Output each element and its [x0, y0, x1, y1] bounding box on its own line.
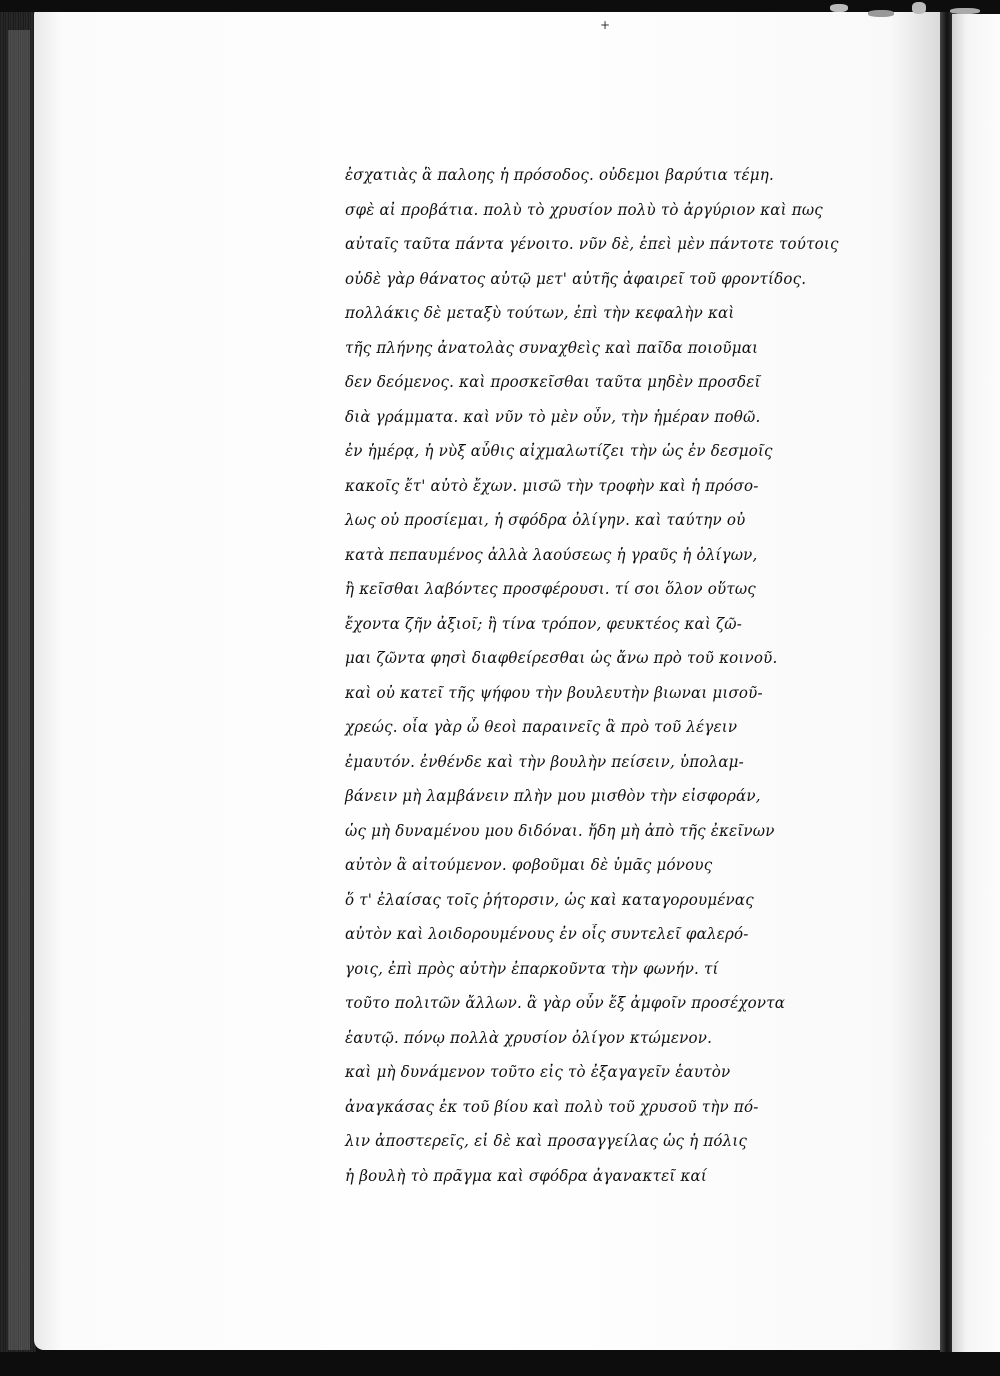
- manuscript-line: διὰ γράμματα. καὶ νῦν τὸ μὲν οὖν, τὴν ἡμέραν ποθῶ.: [345, 407, 761, 426]
- manuscript-line: λως οὐ προσίεμαι, ἡ σφόδρα ὀλίγην. καὶ ταύτην οὐ: [345, 511, 746, 529]
- manuscript-line: ἡ βουλὴ τὸ πρᾶγμα καὶ σφόδρα ἀγανακτεῖ καί: [345, 1166, 707, 1185]
- page-mark: +: [600, 18, 611, 32]
- manuscript-line: ἐσχατιὰς ἃ παλοης ἡ πρόσοδος. οὐδεμοι βαρύτια τέμη.: [345, 166, 774, 184]
- manuscript-line: ἐμαυτόν. ἐνθένδε καὶ τὴν βουλὴν πείσειν, ὑπολαμ-: [345, 752, 744, 771]
- manuscript-line: καὶ οὐ κατεῖ τῆς ψήφου τὴν βουλευτὴν βιωναι μισοῦ-: [345, 683, 763, 702]
- manuscript-line: ἑαυτῷ. πόνῳ πολλὰ χρυσίον ὀλίγον κτώμενον.: [345, 1028, 713, 1047]
- manuscript-line: ἐν ἡμέρᾳ, ἡ νὺξ αὖθις αἰχμαλωτίζει τὴν ὡς ἐν δεσμοῖς: [345, 442, 773, 460]
- manuscript-line: ἢ κεῖσθαι λαβόντες προσφέρουσι. τί σοι ὅλον οὕτως: [345, 580, 756, 598]
- manuscript-line: τοῦτο πολιτῶν ἄλλων. ἃ γὰρ οὖν ἔξ ἀμφοῖν προσέχοντα: [345, 994, 786, 1012]
- manuscript-line: πολλάκις δὲ μεταξὺ τούτων, ἐπὶ τὴν κεφαλὴν καὶ: [345, 304, 735, 322]
- manuscript-line: λιν ἀποστερεῖς, εἰ δὲ καὶ προσαγγείλας ὡς ἡ πόλις: [345, 1132, 748, 1150]
- manuscript-line: ἀναγκάσας ἐκ τοῦ βίου καὶ πολὺ τοῦ χρυσοῦ τὴν πό-: [345, 1097, 759, 1116]
- manuscript-line: καὶ μὴ δυνάμενον τοῦτο εἰς τὸ ἐξαγαγεῖν ἑαυτὸν: [345, 1063, 731, 1081]
- manuscript-line: μαι ζῶντα φησὶ διαφθείρεσθαι ὡς ἄνω πρὸ τοῦ κοινοῦ.: [345, 649, 778, 667]
- facing-page-edge: [952, 14, 1000, 1374]
- page-stack-edge: [8, 30, 30, 1350]
- manuscript-line: ὅ τ' ἐλαίσας τοῖς ῥήτορσιν, ὡς καὶ καταγορουμένας: [345, 890, 754, 909]
- manuscript-line: χρεώς. οἷα γὰρ ὦ θεοὶ παραινεῖς ἃ πρὸ τοῦ λέγειν: [345, 718, 738, 736]
- manuscript-line: κατὰ πεπαυμένος ἀλλὰ λαούσεως ἡ γραῦς ἡ ὀλίγων,: [345, 545, 758, 564]
- manuscript-line: ἔχοντα ζῆν ἀξιοῖ; ἢ τίνα τρόπον, φευκτέος καὶ ζῶ-: [345, 614, 743, 633]
- manuscript-line: αὐταῖς ταῦτα πάντα γένοιτο. νῦν δὲ, ἐπεὶ μὲν πάντοτε τούτοις: [345, 235, 839, 253]
- manuscript-line: τῆς πλήνης ἀνατολὰς συναχθεὶς καὶ παῖδα ποιοῦμαι: [345, 338, 759, 357]
- torn-corner-fragments: [820, 0, 1000, 24]
- manuscript-line: αὐτὸν καὶ λοιδορουμένους ἐν οἷς συντελεῖ φαλερό-: [345, 925, 749, 943]
- handwritten-text-block: [345, 158, 865, 1193]
- manuscript-line: αὐτὸν ἃ αἰτούμενον. φοβοῦμαι δὲ ὑμᾶς μόνους: [345, 856, 713, 874]
- manuscript-line: δεν δεόμενος. καὶ προσκεῖσθαι ταῦτα μηδὲν προσδεῖ: [345, 373, 761, 391]
- manuscript-line: ὡς μὴ δυναμένου μου διδόναι. ἤδη μὴ ἀπὸ τῆς ἐκεῖνων: [345, 821, 775, 840]
- manuscript-line: βάνειν μὴ λαμβάνειν πλὴν μου μισθὸν τὴν εἰσφοράν,: [345, 787, 761, 805]
- scan-bottom-border: [0, 1352, 1000, 1376]
- manuscript-line: γοις, ἐπὶ πρὸς αὐτὴν ἐπαρκοῦντα τὴν φωνήν. τί: [345, 959, 719, 978]
- manuscript-line: οὐδὲ γὰρ θάνατος αὐτῷ μετ' αὐτῆς ἀφαιρεῖ τοῦ φροντίδος.: [345, 269, 807, 288]
- manuscript-line: σφὲ αἰ προβάτια. πολὺ τὸ χρυσίον πολὺ τὸ ἀργύριον καὶ πως: [345, 200, 823, 219]
- manuscript-line: κακοῖς ἔτ' αὐτὸ ἔχων. μισῶ τὴν τροφὴν καὶ ἡ πρόσο-: [345, 476, 759, 495]
